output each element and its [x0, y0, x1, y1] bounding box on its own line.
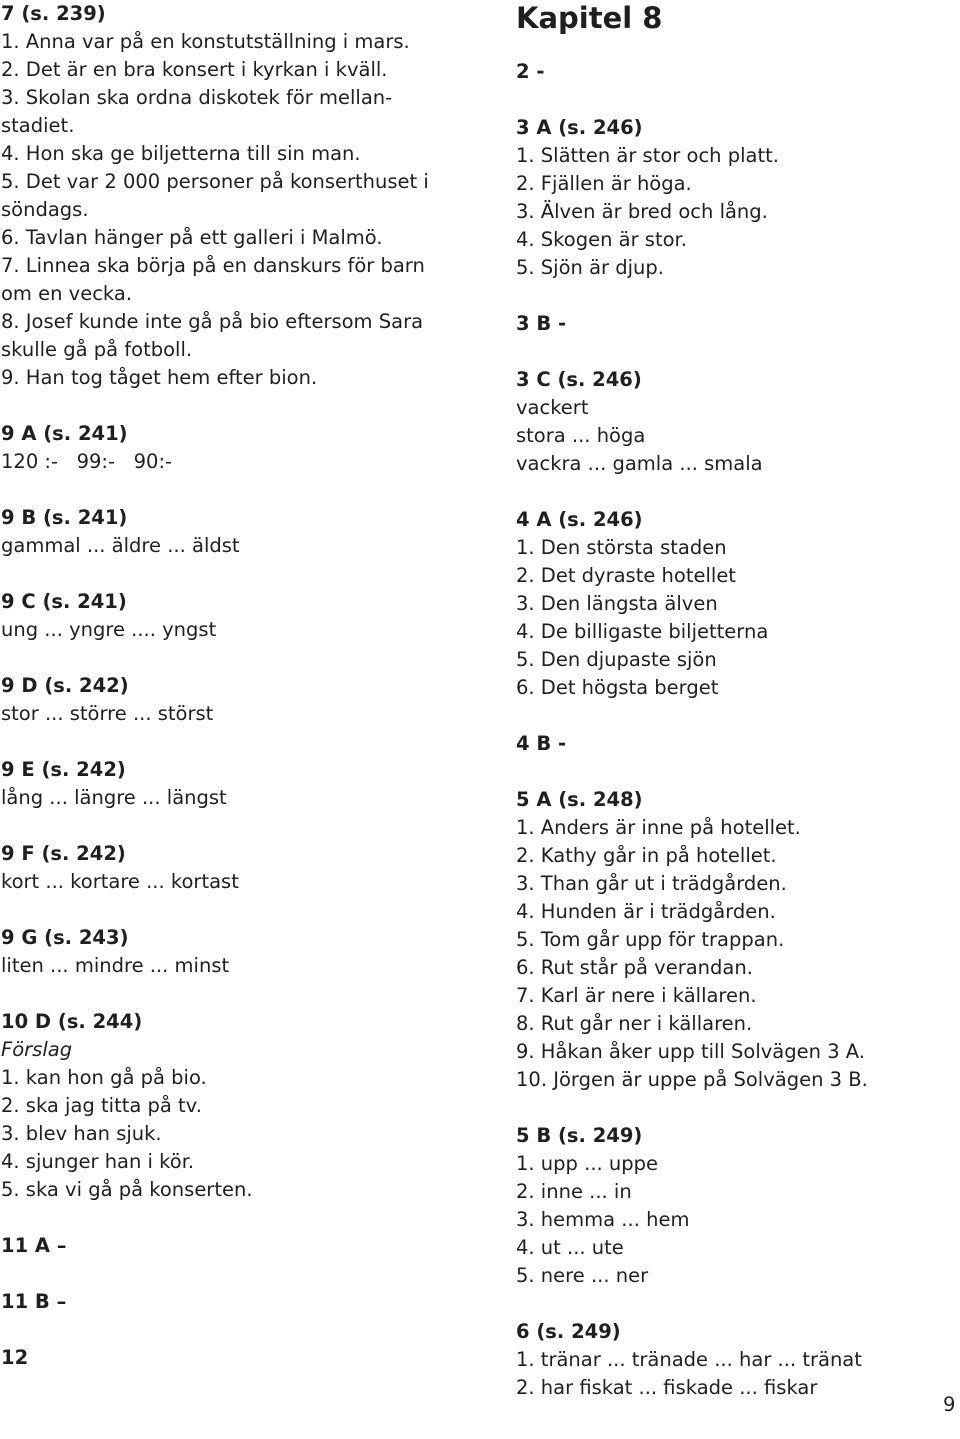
answer-line: 4. De billigaste biljetterna [516, 620, 769, 643]
answer-line: om en vecka. [1, 282, 133, 305]
answer-line: 2. Det dyraste hotellet [516, 564, 736, 587]
spacer [516, 478, 946, 506]
spacer [1, 980, 456, 1008]
answer-line: kort ... kortare ... kortast [1, 870, 239, 893]
exercise-heading: 3 B - [516, 312, 567, 335]
answer-line: stora ... höga [516, 424, 646, 447]
spacer [1, 1316, 456, 1344]
answer-line: liten ... mindre ... minst [1, 954, 230, 977]
spacer [1, 728, 456, 756]
spacer [1, 1260, 456, 1288]
answer-line: 5. Sjön är djup. [516, 256, 664, 279]
exercise-heading: 11 B – [1, 1290, 67, 1313]
answer-line: lång ... längre ... längst [1, 786, 227, 809]
answer-line: 4. Hunden är i trädgården. [516, 900, 776, 923]
spacer [1, 812, 456, 840]
answer-line: 5. Tom går upp för trappan. [516, 928, 785, 951]
answer-line: 2. Fjällen är höga. [516, 172, 692, 195]
answer-line: 120 :- 99:- 90:- [1, 450, 173, 473]
exercise-heading: 6 (s. 249) [516, 1320, 621, 1343]
answer-line: 3. hemma ... hem [516, 1208, 690, 1231]
exercise-heading: 9 B (s. 241) [1, 506, 128, 529]
page-number: 9 [943, 1393, 956, 1416]
answer-line: 2. Kathy går in på hotellet. [516, 844, 777, 867]
spacer [1, 560, 456, 588]
answer-line: söndags. [1, 198, 89, 221]
answer-line: 5. Det var 2 000 personer på konserthuset i [1, 170, 429, 193]
answer-line: 10. Jörgen är uppe på Solvägen 3 B. [516, 1068, 868, 1091]
answer-line: 1. upp ... uppe [516, 1152, 659, 1175]
spacer [516, 1290, 946, 1318]
exercise-heading: 9 D (s. 242) [1, 674, 129, 697]
exercise-heading: 5 A (s. 248) [516, 788, 643, 811]
answer-line: 1. Anders är inne på hotellet. [516, 816, 801, 839]
answer-line: 2. inne ... in [516, 1180, 632, 1203]
answer-line: 7. Karl är nere i källaren. [516, 984, 757, 1007]
spacer [516, 282, 946, 310]
answer-line: 6. Tavlan hänger på ett galleri i Malmö. [1, 226, 383, 249]
answer-line: 4. Hon ska ge biljetterna till sin man. [1, 142, 361, 165]
answer-line: 3. blev han sjuk. [1, 1122, 162, 1145]
answer-line: Förslag [1, 1038, 73, 1061]
exercise-heading: 12 [1, 1346, 29, 1369]
spacer [1, 476, 456, 504]
answer-line: 3. Than går ut i trädgården. [516, 872, 787, 895]
answer-line: stadiet. [1, 114, 75, 137]
answer-line: 2. Det är en bra konsert i kyrkan i kväll. [1, 58, 388, 81]
answer-line: 4. ut ... ute [516, 1236, 624, 1259]
answer-line: 4. Skogen är stor. [516, 228, 687, 251]
answer-line: 1. Slätten är stor och platt. [516, 144, 779, 167]
answer-line: 9. Han tog tåget hem efter bion. [1, 366, 318, 389]
answer-line: 7. Linnea ska börja på en danskurs för barn [1, 254, 425, 277]
spacer [516, 702, 946, 730]
exercise-heading: 9 C (s. 241) [1, 590, 127, 613]
exercise-heading: 9 G (s. 243) [1, 926, 129, 949]
answer-line: 5. ska vi gå på konserten. [1, 1178, 253, 1201]
right-column [516, 0, 946, 1402]
spacer [1, 1204, 456, 1232]
answer-line: 8. Josef kunde inte gå på bio eftersom Sara [1, 310, 424, 333]
chapter-title: Kapitel 8 [516, 1, 663, 35]
exercise-heading: 9 A (s. 241) [1, 422, 128, 445]
exercise-heading: 2 - [516, 60, 545, 83]
answer-line: 5. Den djupaste sjön [516, 648, 717, 671]
answer-line: vackra ... gamla ... smala [516, 452, 763, 475]
answer-line: 3. Den längsta älven [516, 592, 718, 615]
spacer [1, 896, 456, 924]
exercise-heading: 9 F (s. 242) [1, 842, 126, 865]
spacer [1, 392, 456, 420]
spacer [516, 1094, 946, 1122]
exercise-heading: 3 A (s. 246) [516, 116, 643, 139]
answer-line: 1. kan hon gå på bio. [1, 1066, 207, 1089]
answer-line: 2. har fiskat ... fiskade ... fiskar [516, 1376, 818, 1399]
answer-line: 9. Håkan åker upp till Solvägen 3 A. [516, 1040, 865, 1063]
answer-line: stor ... större ... störst [1, 702, 214, 725]
answer-line: 1. Anna var på en konstutställning i mars. [1, 30, 410, 53]
answer-line: gammal ... äldre ... äldst [1, 534, 240, 557]
exercise-heading: 4 A (s. 246) [516, 508, 643, 531]
spacer [1, 644, 456, 672]
exercise-heading: 5 B (s. 249) [516, 1124, 643, 1147]
answer-line: 6. Rut står på verandan. [516, 956, 753, 979]
answer-line: 5. nere ... ner [516, 1264, 649, 1287]
exercise-heading: 4 B - [516, 732, 567, 755]
exercise-heading: 3 C (s. 246) [516, 368, 642, 391]
answer-line: 8. Rut går ner i källaren. [516, 1012, 753, 1035]
answer-line: vackert [516, 396, 589, 419]
exercise-heading: 9 E (s. 242) [1, 758, 126, 781]
answer-line: skulle gå på fotboll. [1, 338, 193, 361]
exercise-heading: 11 A – [1, 1234, 67, 1257]
answer-line: ung ... yngre .... yngst [1, 618, 217, 641]
answer-line: 1. tränar ... tränade ... har ... tränat [516, 1348, 862, 1371]
exercise-heading: 10 D (s. 244) [1, 1010, 143, 1033]
answer-line: 3. Älven är bred och lång. [516, 200, 768, 223]
spacer [516, 86, 946, 114]
answer-line: 6. Det högsta berget [516, 676, 719, 699]
answer-line: 2. ska jag titta på tv. [1, 1094, 202, 1117]
right-column-lines [516, 58, 946, 1402]
spacer [516, 338, 946, 366]
answer-line: 3. Skolan ska ordna diskotek för mellan- [1, 86, 393, 109]
answer-line: 1. Den största staden [516, 536, 727, 559]
answer-line: 4. sjunger han i kör. [1, 1150, 195, 1173]
spacer [516, 758, 946, 786]
exercise-heading: 7 (s. 239) [1, 2, 106, 25]
left-column [1, 0, 456, 1372]
